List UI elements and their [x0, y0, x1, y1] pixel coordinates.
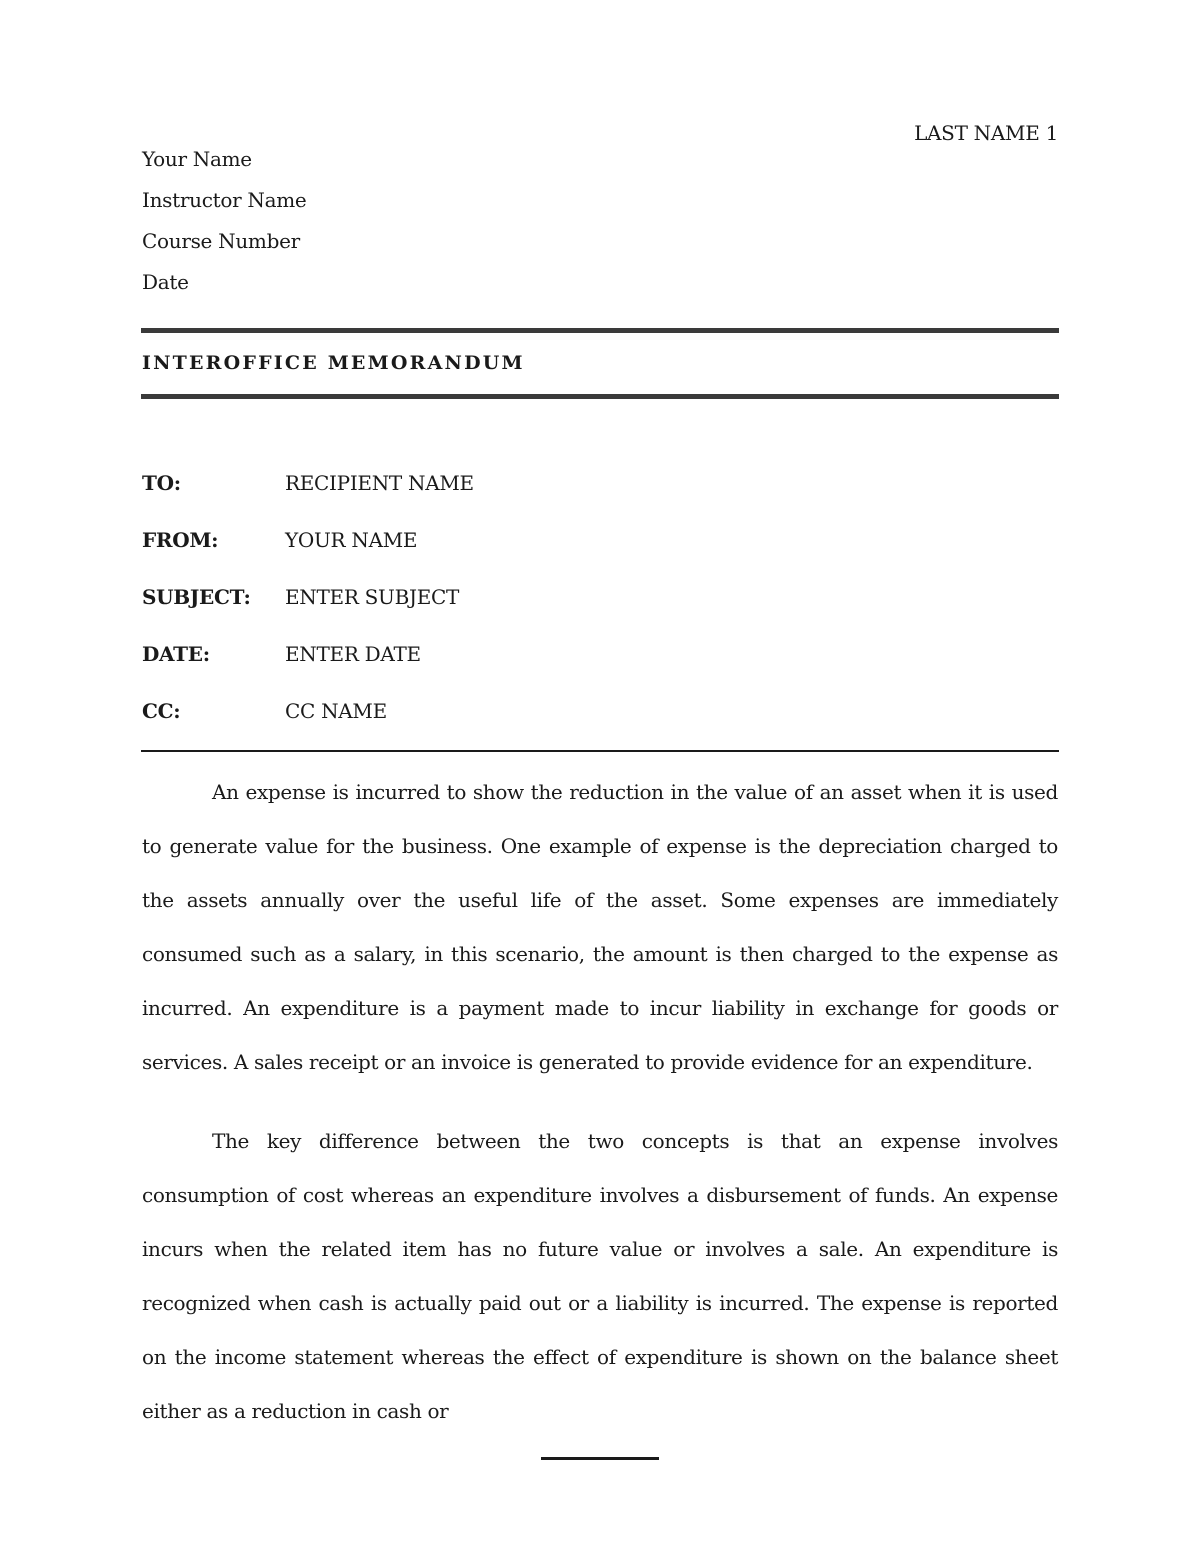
running-head: LAST NAME 1 — [914, 121, 1058, 145]
body-paragraph: The key difference between the two concepts is that an expense involves consumption of cost whereas an expenditure involves a disbursement of funds. An expense incurs when the related item has no future value or involves a sale. An expenditure is recognized when cash is actually paid out or a liability is incurred. The expense is reported on the income statement whereas the effect of expenditure is shown on the balance sheet either as a reduction in cash or — [142, 1129, 1058, 1423]
header-date: Date — [142, 270, 189, 294]
field-row-to — [142, 468, 474, 525]
header-student-name: Your Name — [142, 147, 252, 171]
header-instructor-name: Instructor Name — [142, 188, 307, 212]
title-top-rule — [141, 328, 1059, 333]
memo-fields — [142, 468, 474, 753]
field-value: ENTER SUBJECT — [285, 585, 460, 609]
field-label: FROM: — [142, 528, 219, 552]
student-header — [142, 145, 306, 309]
field-label: DATE: — [142, 642, 210, 666]
field-value: YOUR NAME — [285, 528, 418, 552]
field-row-date — [142, 639, 474, 696]
field-label: TO: — [142, 471, 181, 495]
field-row-subject — [142, 582, 474, 639]
memo-title: INTEROFFICE MEMORANDUM — [142, 352, 525, 374]
header-course-number: Course Number — [142, 229, 300, 253]
field-label: SUBJECT: — [142, 585, 251, 609]
field-label: CC: — [142, 699, 181, 723]
field-row-cc — [142, 696, 474, 753]
field-value: ENTER DATE — [285, 642, 421, 666]
body-paragraph: An expense is incurred to show the reduction in the value of an asset when it is used to generate value for the business. One example of expense is the depreciation charged to the assets annually over the useful life of the asset. Some expenses are immediately consumed such as a salary, in this scenario, the amount is then charged to the expense as incurred. An expenditure is a payment made to incur liability in exchange for goods or services. A sales receipt or an invoice is generated to provide evidence for an expenditure. — [142, 780, 1058, 1074]
field-value: RECIPIENT NAME — [285, 471, 474, 495]
field-row-from — [142, 525, 474, 582]
fields-divider-rule — [141, 750, 1059, 752]
footer-rule — [541, 1457, 659, 1460]
title-bottom-rule — [141, 394, 1059, 399]
field-value: CC NAME — [285, 699, 387, 723]
